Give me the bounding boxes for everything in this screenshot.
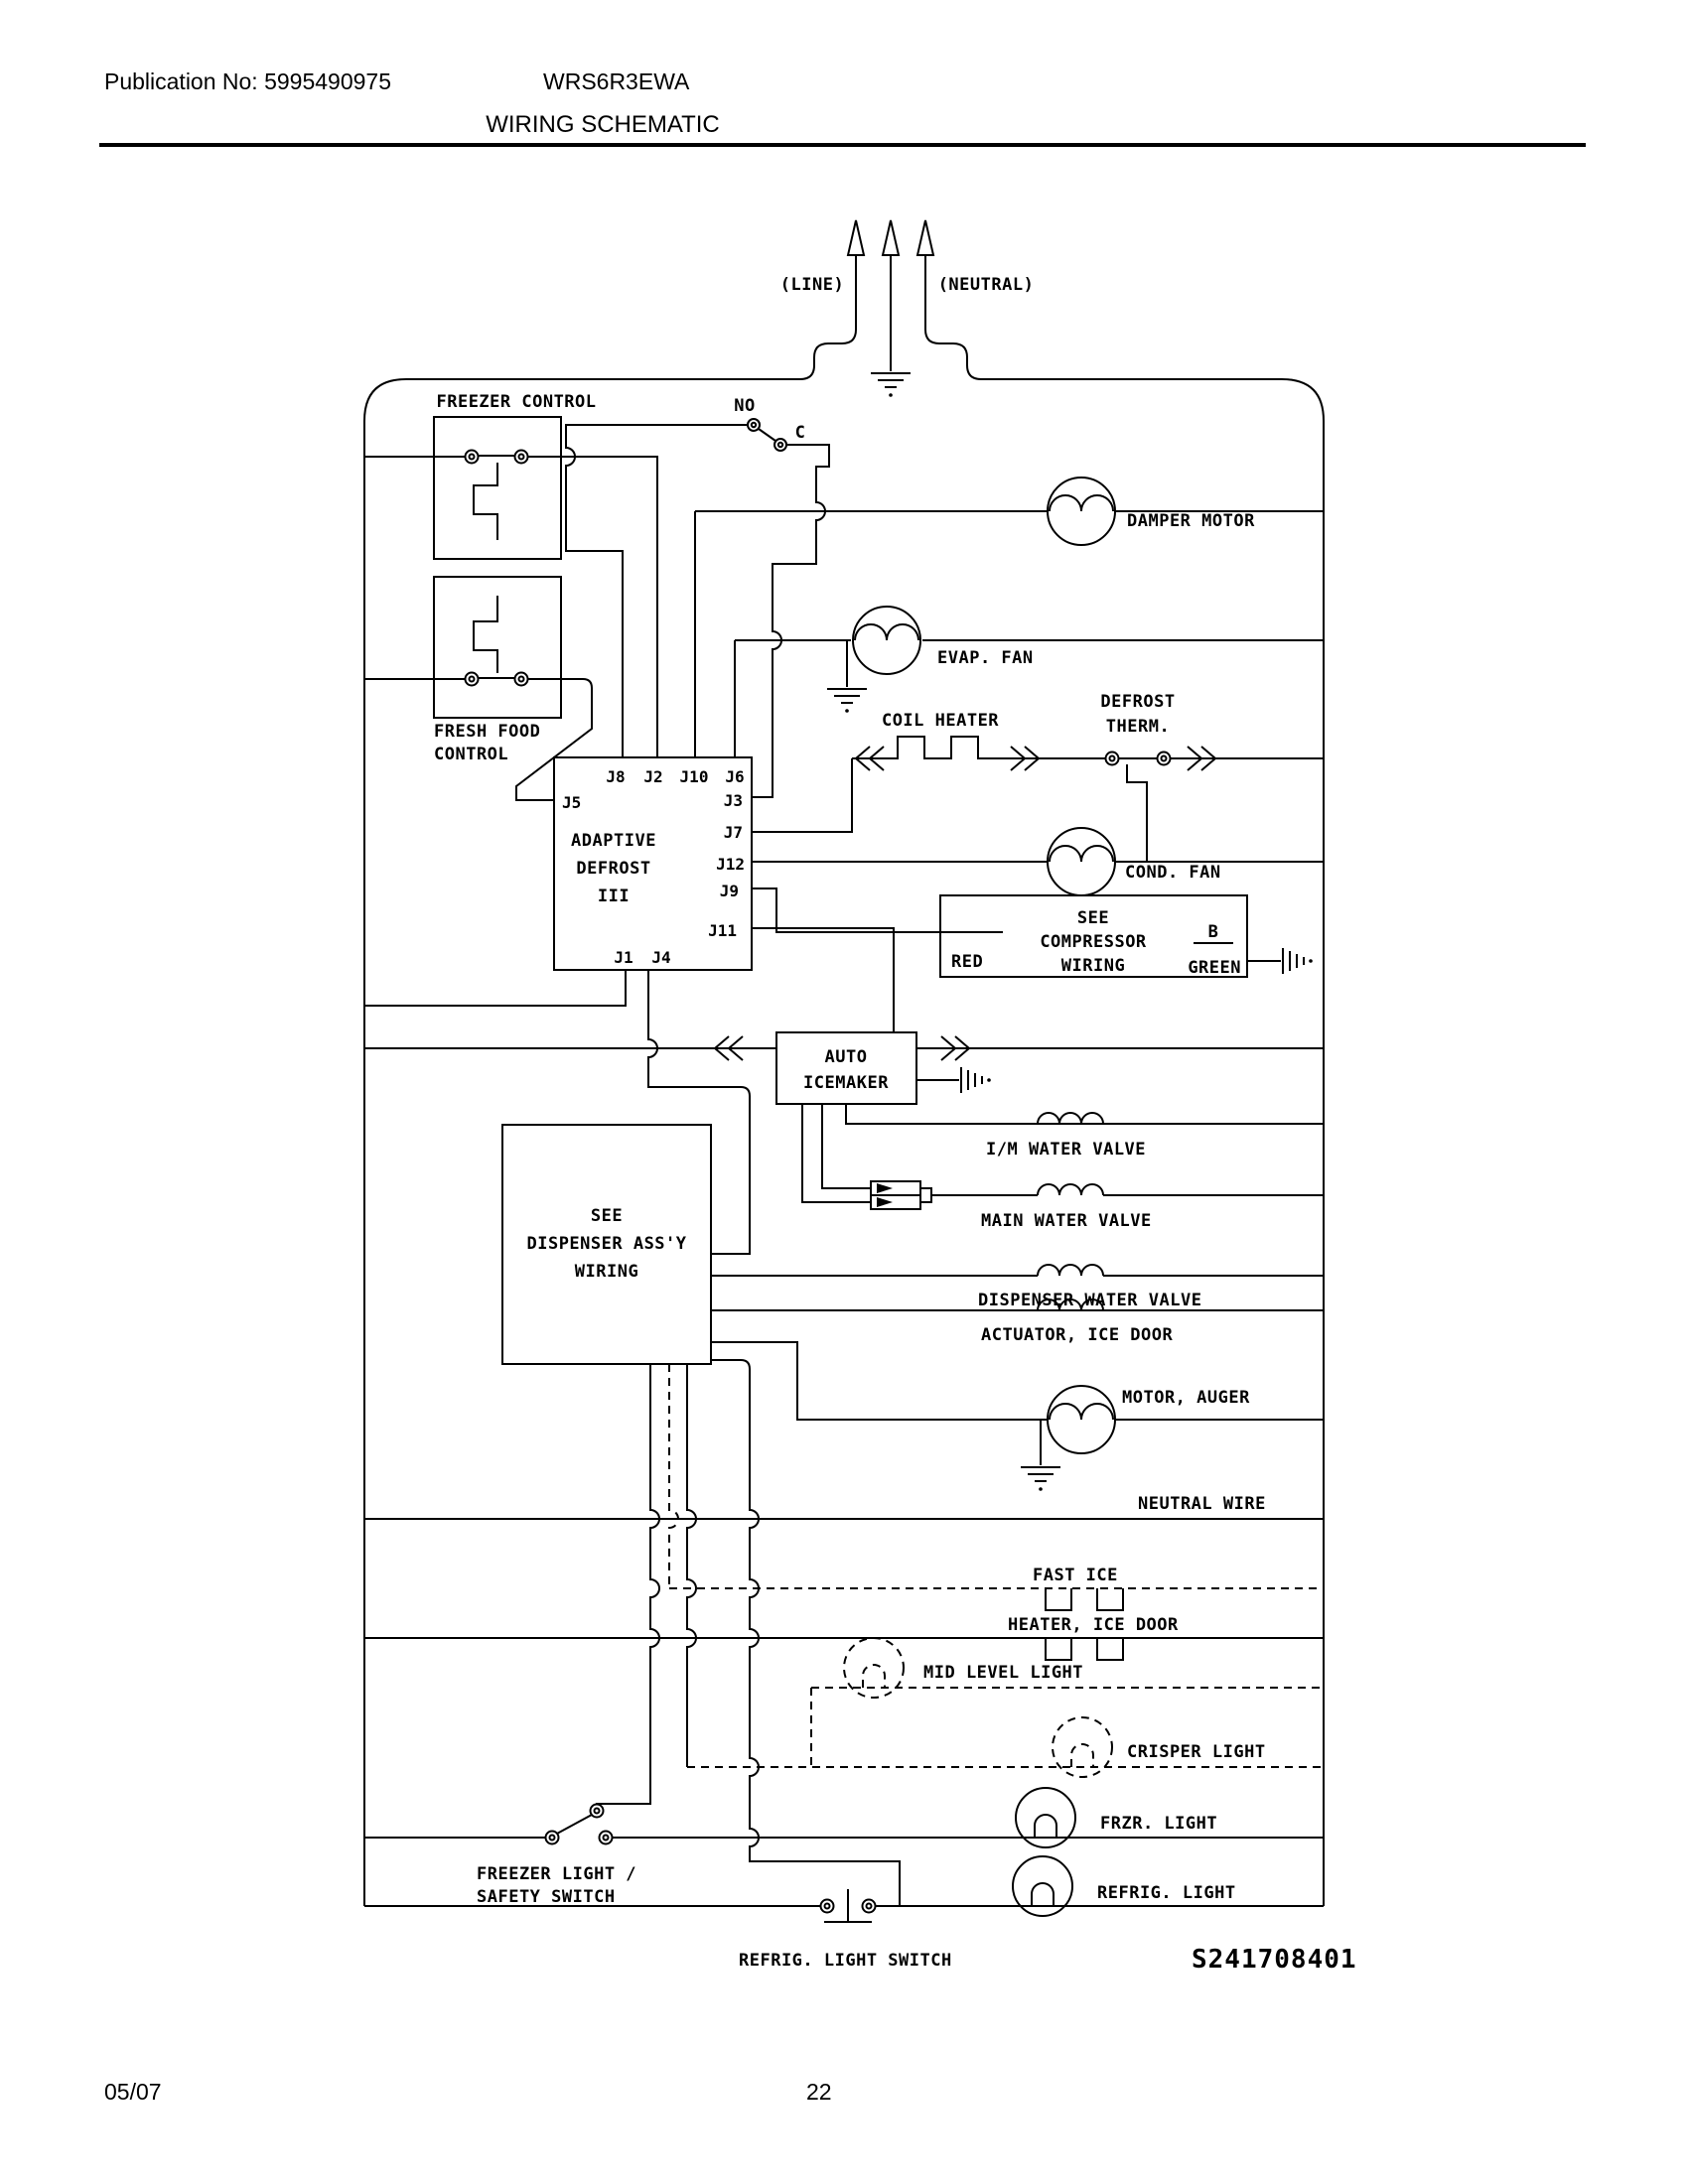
- damper-coil: [1050, 495, 1113, 511]
- fresh-food-label-1: FRESH FOOD: [434, 722, 541, 742]
- fast-ice-heater-element: [1046, 1588, 1123, 1610]
- dispenser-label-3: WIRING: [574, 1262, 639, 1282]
- diode-icon: [877, 1183, 893, 1193]
- ground-dot: [889, 393, 893, 397]
- diode-block-tab: [920, 1188, 931, 1202]
- adf-pin-j1: J1: [614, 948, 633, 967]
- mid-level-bulb: [863, 1665, 885, 1688]
- relay-no-label: NO: [734, 396, 756, 416]
- main-valve-label: MAIN WATER VALVE: [981, 1211, 1152, 1231]
- auto-icemaker: [364, 1032, 1324, 1202]
- fast-ice-label: FAST ICE: [1033, 1566, 1118, 1585]
- adf-pin-j3: J3: [723, 791, 743, 810]
- ground-icon: [871, 373, 911, 387]
- evap-fan: [735, 607, 1324, 757]
- neutral-label: (NEUTRAL): [937, 275, 1035, 295]
- defrost-therm-label-2: THERM.: [1105, 717, 1171, 737]
- heater-ice-door-label: HEATER, ICE DOOR: [1008, 1615, 1179, 1635]
- refrig-switch-label: REFRIG. LIGHT SWITCH: [739, 1951, 952, 1971]
- main-valve-coil: [1038, 1184, 1103, 1195]
- motor-auger-coil: [1050, 1404, 1113, 1420]
- footer-date: 05/07: [104, 2079, 162, 2105]
- fast-ice-feed-wire: [669, 1364, 678, 1588]
- compressor-label-3: WIRING: [1060, 956, 1126, 976]
- fresh-food-control: [364, 577, 592, 800]
- im-valve-coil: [1038, 1113, 1103, 1124]
- c-wire-to-j3: [752, 445, 829, 797]
- icemaker-label-1: AUTO: [824, 1047, 868, 1067]
- fresh-food-label-2: CONTROL: [434, 745, 509, 764]
- adf-pin-j10: J10: [679, 767, 709, 786]
- refrig-light-switch: [739, 1889, 1357, 1975]
- coil-heater-element: [852, 737, 1105, 758]
- safety-switch-arm: [557, 1815, 592, 1834]
- adf-pin-j7: J7: [723, 823, 743, 842]
- lower-circuits: [364, 1494, 1324, 1660]
- adf-pin-j12: J12: [716, 855, 745, 874]
- evap-coil: [855, 624, 918, 640]
- refrig-light-label: REFRIG. LIGHT: [1097, 1883, 1236, 1903]
- j11-wire: [752, 928, 894, 1032]
- relay-arm: [759, 429, 775, 441]
- defrost-heater-circuit: [752, 692, 1324, 862]
- adf-pin-j11: J11: [708, 921, 737, 940]
- safety-switch-feed-wire: [597, 1364, 659, 1806]
- title-rule: [99, 143, 1586, 147]
- therm-bracket: [1127, 764, 1147, 862]
- adf-label-1: ADAPTIVE: [571, 831, 656, 851]
- damper-motor: [695, 478, 1324, 757]
- relay-c-label: C: [794, 423, 806, 443]
- mid-level-label: MID LEVEL LIGHT: [923, 1663, 1084, 1683]
- freezer-control: [364, 392, 657, 757]
- adf-pin-j4: J4: [651, 948, 671, 967]
- adaptive-defrost-board: [364, 757, 1003, 1254]
- icemaker-label-2: ICEMAKER: [803, 1073, 889, 1093]
- crisper-feed-wire: [687, 1364, 696, 1767]
- motor-ground-icon: [1021, 1420, 1060, 1481]
- dispenser-label-2: DISPENSER ASS'Y: [526, 1234, 687, 1254]
- im-valve-label: I/M WATER VALVE: [986, 1140, 1147, 1160]
- j7-wire: [752, 758, 852, 832]
- border-left-top: [364, 255, 856, 1906]
- adf-pin-j2: J2: [643, 767, 663, 786]
- dispenser-valve-label: DISPENSER WATER VALVE: [978, 1291, 1202, 1310]
- crisper-bulb: [1071, 1744, 1093, 1767]
- footer-page: 22: [806, 2079, 832, 2105]
- adf-pin-j5: J5: [562, 793, 582, 812]
- dispenser-valve-coil: [1038, 1265, 1103, 1276]
- motor-auger-label: MOTOR, AUGER: [1122, 1388, 1250, 1408]
- model-number: WRS6R3EWA: [543, 68, 690, 94]
- adf-pin-j6: J6: [725, 767, 745, 786]
- compressor-green-label: GREEN: [1188, 958, 1241, 978]
- line-label: (LINE): [779, 275, 845, 295]
- freezer-safety-switch: [364, 1805, 636, 1908]
- im-valve-wire: [846, 1104, 1324, 1124]
- j4-wire: [648, 970, 750, 1254]
- dispenser-assy: [502, 1125, 900, 1906]
- border-right-top: [925, 255, 1324, 1906]
- motor-auger: [711, 1342, 1324, 1491]
- actuator-label: ACTUATOR, ICE DOOR: [981, 1325, 1174, 1345]
- dispenser-trunk-wire: [711, 1360, 900, 1906]
- neutral-wire-label: NEUTRAL WIRE: [1138, 1494, 1266, 1514]
- compressor-b-label: B: [1207, 922, 1219, 942]
- frzr-bulb: [1035, 1815, 1056, 1838]
- part-number: S241708401: [1192, 1945, 1357, 1975]
- adf-label-3: III: [597, 887, 631, 906]
- damper-motor-label: DAMPER MOTOR: [1127, 511, 1255, 531]
- compressor-label-1: SEE: [1076, 908, 1110, 928]
- safety-switch-label-2: SAFETY SWITCH: [477, 1887, 616, 1907]
- adf-label-2: DEFROST: [576, 859, 651, 879]
- evap-fan-label: EVAP. FAN: [937, 648, 1034, 668]
- safety-switch-label-1: FREEZER LIGHT /: [477, 1864, 637, 1884]
- cond-fan-coil: [1050, 846, 1113, 862]
- lights: [613, 1638, 1324, 1916]
- supply-arrow-icon: [848, 220, 933, 255]
- crisper-label: CRISPER LIGHT: [1127, 1742, 1266, 1762]
- cond-fan-label: COND. FAN: [1125, 863, 1221, 883]
- dispenser-label-1: SEE: [590, 1206, 624, 1226]
- compressor-box: [940, 895, 1313, 978]
- diode2-icon: [877, 1197, 893, 1207]
- freezer-thermostat-element: [474, 463, 497, 540]
- freezer-control-label: FREEZER CONTROL: [436, 392, 597, 412]
- j1-wire: [364, 970, 626, 1006]
- icemaker-ground-icon: [916, 1067, 982, 1093]
- compressor-ground-icon: [1247, 948, 1304, 974]
- defrost-therm-label-1: DEFROST: [1100, 692, 1176, 712]
- evap-ground-icon: [827, 640, 867, 703]
- motor-auger-wire: [711, 1342, 1324, 1420]
- damper-wire: [695, 511, 1324, 757]
- icemaker-diode-feeds: [802, 1104, 871, 1202]
- publication-number: Publication No: 5995490975: [104, 68, 392, 94]
- page-title: WIRING SCHEMATIC: [486, 111, 720, 138]
- coil-heater-label: COIL HEATER: [881, 711, 1000, 731]
- icemaker-box: [776, 1032, 916, 1104]
- adf-pin-j8: J8: [606, 767, 626, 786]
- compressor-label-2: COMPRESSOR: [1040, 932, 1147, 952]
- freezer-control-wires: [364, 456, 657, 757]
- refrig-bulb: [1032, 1883, 1054, 1906]
- heater-ice-door-element: [1046, 1638, 1123, 1660]
- cond-fan: [752, 828, 1324, 895]
- compressor-red-label: RED: [951, 952, 984, 972]
- fresh-food-thermostat-element: [474, 596, 497, 673]
- adf-pin-j9: J9: [719, 882, 739, 900]
- supply-entry: [780, 220, 1035, 397]
- frzr-light-label: FRZR. LIGHT: [1100, 1814, 1218, 1834]
- fresh-food-wires: [364, 678, 514, 679]
